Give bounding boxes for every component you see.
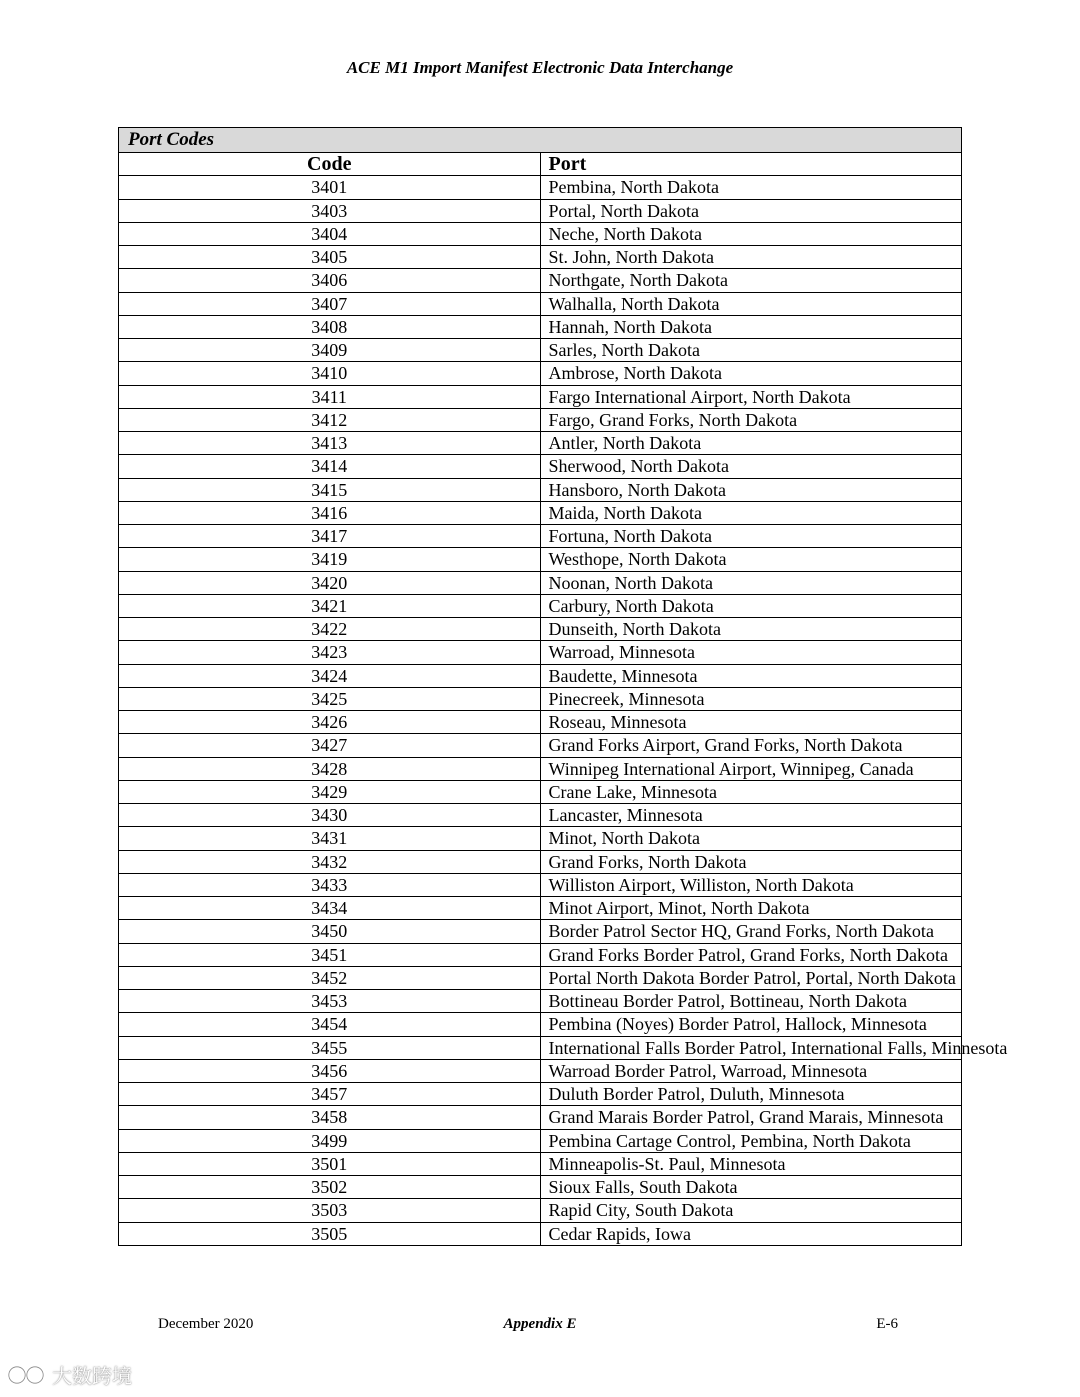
port-name-cell: Border Patrol Sector HQ, Grand Forks, North Dakota <box>540 920 962 943</box>
port-code-cell: 3502 <box>119 1176 541 1199</box>
port-name-cell: Grand Forks Airport, Grand Forks, North Dakota <box>540 734 962 757</box>
table-row <box>119 734 962 757</box>
port-code-cell: 3458 <box>119 1106 541 1129</box>
port-code-cell: 3413 <box>119 432 541 455</box>
port-name-cell: Hannah, North Dakota <box>540 315 962 338</box>
port-code-cell: 3411 <box>119 385 541 408</box>
column-header-port: Port <box>540 153 962 176</box>
port-code-cell: 3432 <box>119 850 541 873</box>
port-name-cell: Winnipeg International Airport, Winnipeg, Canada <box>540 757 962 780</box>
port-name-cell: Sherwood, North Dakota <box>540 455 962 478</box>
port-code-cell: 3415 <box>119 478 541 501</box>
table-row <box>119 804 962 827</box>
port-name-cell: Pembina (Noyes) Border Patrol, Hallock, Minnesota <box>540 1013 962 1036</box>
table-row <box>119 1152 962 1175</box>
watermark <box>6 1360 132 1389</box>
port-code-cell: 3455 <box>119 1036 541 1059</box>
column-header-code: Code <box>119 153 541 176</box>
port-name-cell: Neche, North Dakota <box>540 222 962 245</box>
port-code-cell: 3426 <box>119 711 541 734</box>
port-code-cell: 3409 <box>119 339 541 362</box>
table-row <box>119 385 962 408</box>
table-row <box>119 780 962 803</box>
table-title-row <box>119 128 962 153</box>
port-name-cell: Minot, North Dakota <box>540 827 962 850</box>
table-row <box>119 432 962 455</box>
port-code-cell: 3427 <box>119 734 541 757</box>
port-name-cell: Minneapolis-St. Paul, Minnesota <box>540 1152 962 1175</box>
table-row <box>119 269 962 292</box>
port-name-cell: St. John, North Dakota <box>540 246 962 269</box>
table-row <box>119 478 962 501</box>
table-row <box>119 1106 962 1129</box>
port-code-cell: 3401 <box>119 176 541 199</box>
port-code-cell: 3412 <box>119 408 541 431</box>
port-code-cell: 3414 <box>119 455 541 478</box>
port-name-cell: Cedar Rapids, Iowa <box>540 1222 962 1245</box>
port-name-cell: Warroad Border Patrol, Warroad, Minnesota <box>540 1059 962 1082</box>
table-row <box>119 897 962 920</box>
port-code-cell: 3408 <box>119 315 541 338</box>
table-row <box>119 1083 962 1106</box>
table-row <box>119 920 962 943</box>
port-name-cell: Carbury, North Dakota <box>540 594 962 617</box>
port-name-cell: Bottineau Border Patrol, Bottineau, North Dakota <box>540 990 962 1013</box>
table-row <box>119 827 962 850</box>
port-codes-table-container <box>118 127 1008 1246</box>
port-code-cell: 3423 <box>119 641 541 664</box>
port-code-cell: 3406 <box>119 269 541 292</box>
table-row <box>119 1059 962 1082</box>
port-name-cell: Fargo International Airport, North Dakota <box>540 385 962 408</box>
table-row <box>119 1199 962 1222</box>
table-row <box>119 594 962 617</box>
port-code-cell: 3501 <box>119 1152 541 1175</box>
table-row <box>119 990 962 1013</box>
port-name-cell: Sarles, North Dakota <box>540 339 962 362</box>
table-row <box>119 176 962 199</box>
table-row <box>119 943 962 966</box>
table-row <box>119 571 962 594</box>
port-code-cell: 3404 <box>119 222 541 245</box>
port-code-cell: 3450 <box>119 920 541 943</box>
table-row <box>119 757 962 780</box>
port-code-cell: 3451 <box>119 943 541 966</box>
port-name-cell: Lancaster, Minnesota <box>540 804 962 827</box>
port-code-cell: 3454 <box>119 1013 541 1036</box>
table-row <box>119 850 962 873</box>
table-row <box>119 641 962 664</box>
port-code-cell: 3419 <box>119 548 541 571</box>
table-row <box>119 1222 962 1245</box>
table-row <box>119 618 962 641</box>
port-code-cell: 3429 <box>119 780 541 803</box>
table-row <box>119 525 962 548</box>
table-row <box>119 1129 962 1152</box>
port-code-cell: 3431 <box>119 827 541 850</box>
port-code-cell: 3416 <box>119 501 541 524</box>
table-row <box>119 664 962 687</box>
port-name-cell: Portal, North Dakota <box>540 199 962 222</box>
table-row <box>119 246 962 269</box>
port-code-cell: 3417 <box>119 525 541 548</box>
table-row <box>119 455 962 478</box>
table-row <box>119 292 962 315</box>
footer-date: December 2020 <box>158 1316 254 1332</box>
table-body <box>119 176 1008 1246</box>
table-row <box>119 711 962 734</box>
port-codes-table <box>118 127 1008 1246</box>
table-row <box>119 501 962 524</box>
table-row <box>119 1013 962 1036</box>
port-code-cell: 3403 <box>119 199 541 222</box>
port-name-cell: Maida, North Dakota <box>540 501 962 524</box>
table-row <box>119 966 962 989</box>
port-code-cell: 3421 <box>119 594 541 617</box>
table-title: Port Codes <box>119 128 962 153</box>
port-code-cell: 3425 <box>119 687 541 710</box>
port-name-cell: Ambrose, North Dakota <box>540 362 962 385</box>
port-name-cell: Crane Lake, Minnesota <box>540 780 962 803</box>
port-code-cell: 3407 <box>119 292 541 315</box>
table-row <box>119 315 962 338</box>
port-name-cell: Northgate, North Dakota <box>540 269 962 292</box>
port-code-cell: 3434 <box>119 897 541 920</box>
port-name-cell: Grand Forks, North Dakota <box>540 850 962 873</box>
port-code-cell: 3452 <box>119 966 541 989</box>
port-code-cell: 3433 <box>119 873 541 896</box>
port-code-cell: 3499 <box>119 1129 541 1152</box>
port-name-cell: Grand Marais Border Patrol, Grand Marais, Minnesota <box>540 1106 962 1129</box>
port-code-cell: 3503 <box>119 1199 541 1222</box>
port-code-cell: 3505 <box>119 1222 541 1245</box>
port-code-cell: 3422 <box>119 618 541 641</box>
port-name-cell: Noonan, North Dakota <box>540 571 962 594</box>
port-name-cell: Fortuna, North Dakota <box>540 525 962 548</box>
table-row <box>119 199 962 222</box>
page-header: ACE M1 Import Manifest Electronic Data Interchange <box>346 58 734 77</box>
port-code-cell: 3420 <box>119 571 541 594</box>
port-code-cell: 3405 <box>119 246 541 269</box>
port-name-cell: Portal North Dakota Border Patrol, Portal, North Dakota <box>540 966 962 989</box>
port-code-cell: 3410 <box>119 362 541 385</box>
port-name-cell: Westhope, North Dakota <box>540 548 962 571</box>
port-name-cell: Minot Airport, Minot, North Dakota <box>540 897 962 920</box>
port-name-cell: Walhalla, North Dakota <box>540 292 962 315</box>
footer-page-number: E-6 <box>876 1316 898 1332</box>
port-code-cell: 3457 <box>119 1083 541 1106</box>
port-name-cell: Dunseith, North Dakota <box>540 618 962 641</box>
port-code-cell: 3453 <box>119 990 541 1013</box>
port-name-cell: Hansboro, North Dakota <box>540 478 962 501</box>
port-name-cell: Baudette, Minnesota <box>540 664 962 687</box>
table-row <box>119 873 962 896</box>
port-name-cell: Antler, North Dakota <box>540 432 962 455</box>
port-name-cell: Williston Airport, Williston, North Dakota <box>540 873 962 896</box>
table-row <box>119 548 962 571</box>
port-name-cell: International Falls Border Patrol, International Falls, Minnesota <box>540 1036 962 1059</box>
port-name-cell: Pembina Cartage Control, Pembina, North Dakota <box>540 1129 962 1152</box>
port-name-cell: Rapid City, South Dakota <box>540 1199 962 1222</box>
table-row <box>119 222 962 245</box>
table-row <box>119 1036 962 1059</box>
table-row <box>119 408 962 431</box>
port-code-cell: 3456 <box>119 1059 541 1082</box>
table-row <box>119 1176 962 1199</box>
port-code-cell: 3424 <box>119 664 541 687</box>
port-name-cell: Grand Forks Border Patrol, Grand Forks, North Dakota <box>540 943 962 966</box>
port-name-cell: Warroad, Minnesota <box>540 641 962 664</box>
port-name-cell: Fargo, Grand Forks, North Dakota <box>540 408 962 431</box>
port-name-cell: Roseau, Minnesota <box>540 711 962 734</box>
watermark-logo-icon <box>6 1363 48 1387</box>
table-header-row <box>119 153 962 176</box>
port-name-cell: Sioux Falls, South Dakota <box>540 1176 962 1199</box>
table-row <box>119 687 962 710</box>
port-code-cell: 3428 <box>119 757 541 780</box>
table-row <box>119 362 962 385</box>
port-code-cell: 3430 <box>119 804 541 827</box>
table-row <box>119 339 962 362</box>
port-name-cell: Pinecreek, Minnesota <box>540 687 962 710</box>
port-name-cell: Duluth Border Patrol, Duluth, Minnesota <box>540 1083 962 1106</box>
watermark-text: 大数跨境 <box>52 1364 132 1388</box>
port-name-cell: Pembina, North Dakota <box>540 176 962 199</box>
footer-appendix: Appendix E <box>503 1316 577 1332</box>
